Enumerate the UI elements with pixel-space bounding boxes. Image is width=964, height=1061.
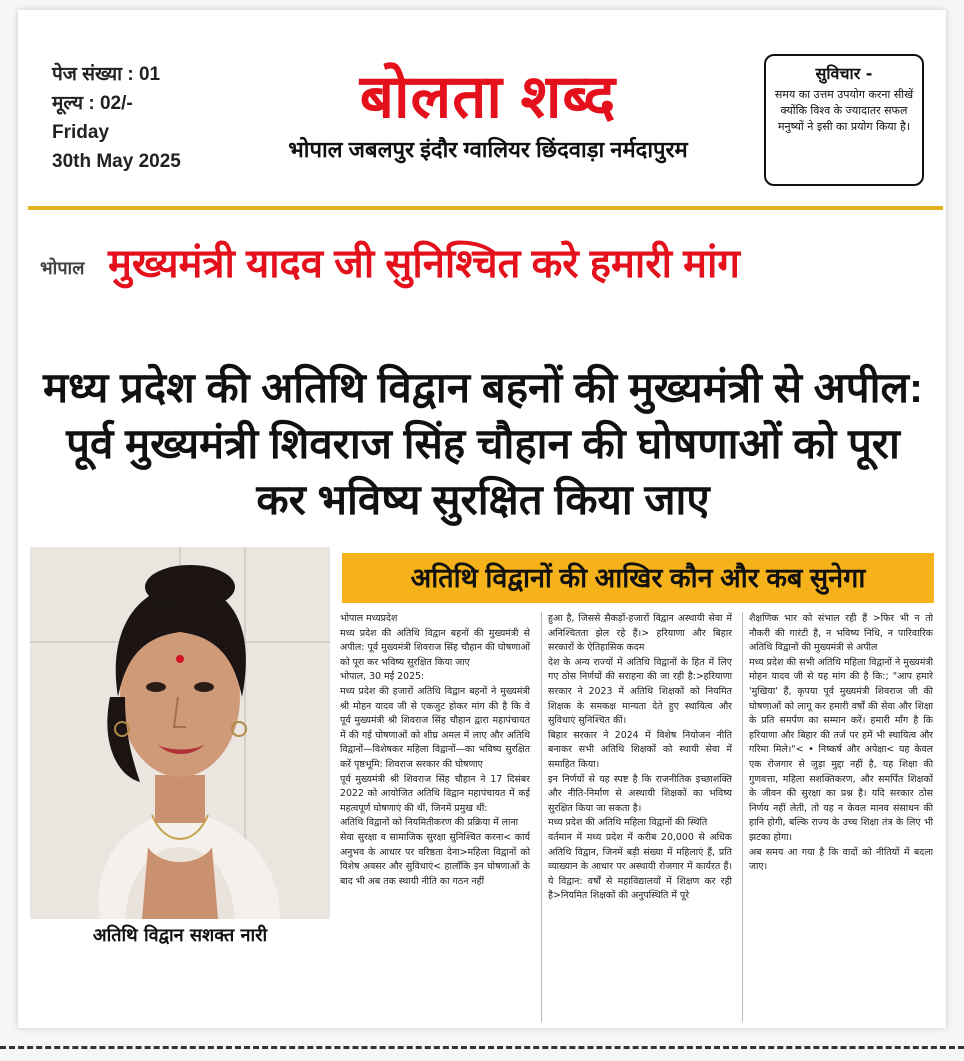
price: मूल्य : 02/- bbox=[52, 93, 133, 114]
article-banner: अतिथि विद्वानों की आखिर कौन और कब सुनेगा bbox=[342, 553, 934, 603]
masthead bbox=[218, 60, 758, 164]
photo-caption: अतिथि विद्वान सशक्त नारी bbox=[30, 920, 330, 952]
subheadline: मुख्यमंत्री यादव जी सुनिश्चित करे हमारी मांग bbox=[108, 242, 740, 286]
edition-cities: भोपाल जबलपुर इंदौर ग्वालियर छिंदवाड़ा नर्मदापुरम bbox=[288, 137, 688, 162]
article-paragraph: पूर्व मुख्यमंत्री श्री शिवराज सिंह चौहान ने 17 दिसंबर 2022 को आयोजित अतिथि विद्वान महापंचायत में कई महत्वपूर्ण घोषणाएं की थीं, जिनमें प्रमुख थीं: bbox=[340, 773, 530, 814]
main-headline: मध्य प्रदेश की अतिथि विद्वान बहनों की मुख्यमंत्री से अपील: पूर्व मुख्यमंत्री शिवराज सिंह चौहान की घोषणाओं को पूरा कर भविष्य सुरक्षित किया जाए bbox=[43, 364, 923, 523]
page-bottom-dashed-line bbox=[0, 1046, 964, 1049]
article-paragraph: मध्य प्रदेश की हजारों अतिथि विद्वान बहनों ने मुख्यमंत्री श्री मोहन यादव जी से एकजुट होकर मांग की है कि वे पूर्व मुख्यमंत्री श्री शिवराज सिंह चौहान द्वारा महापंचायत में की गई घोषणाओं को शीघ्र अमल में लाए और अतिथि विद्वानों—विशेषकर महिला विद्वानों—का भविष्य सुरक्षित करें पृष्ठभूमि: शिवराज सरकार की घोषणाए bbox=[340, 685, 530, 770]
thought-box bbox=[764, 54, 924, 186]
portrait-illustration bbox=[30, 547, 330, 919]
article-paragraph: बिहार सरकार ने 2024 में विशेष नियोजन नीति बनाकर सभी अतिथि शिक्षकों को स्थायी सेवा में समाहित किया। bbox=[548, 729, 732, 770]
header-divider bbox=[28, 206, 943, 210]
article-paragraph: भोपाल, 30 मई 2025: bbox=[340, 671, 425, 683]
article-paragraph: मध्य प्रदेश की अतिथि विद्वान बहनों की मुख्यमंत्री से अपील: पूर्व मुख्यमंत्री शिवराज सिंह चौहान की घोषणाओं को पूरा कर भविष्य सुरक्षित किया जाए bbox=[340, 627, 530, 668]
article-column-2 bbox=[541, 612, 732, 1022]
thought-text: समय का उत्तम उपयोग करना सीखें क्योंकि विश्व के ज्यादातर सफल मनुष्यों ने इसी का प्रयोग किया है। bbox=[774, 88, 914, 133]
article-column-1 bbox=[340, 612, 530, 1022]
article-paragraph: मध्य प्रदेश की सभी अतिथि महिला विद्वानों ने मुख्यमंत्री मोहन यादव जी से यह मांग की है कि:; "आप हमारे 'मुखिया' हैं, कृपया पूर्व मुख्यमंत्री शिवराज जी की घोषणाओं को लागू कर हमारी वर्षों की सेवा और शिक्षा के प्रति समर्पण का सम्मान करें। हमारी माँग है कि हरियाणा और बिहार की तर्ज पर हमें भी स्थायित्व और गरिमा मिले।"< • निष्कर्ष और अपेक्षा< यह केवल एक रोजगार से जुड़ा मुद्दा नहीं है, यह शिक्षा की गुणवत्ता, महिला सशक्तिकरण, और समर्पित शिक्षकों के जीवन की सुरक्षा का प्रश्न है। यदि सरकार ठोस निर्णय नहीं लेती, तो यह न केवल मानव संसाधन की हानि होगी, बल्कि राज्य के उच्च शिक्षा तंत्र के लिए भी झटका होगा। bbox=[749, 656, 933, 843]
issue-meta bbox=[52, 60, 181, 176]
newspaper-page bbox=[18, 10, 946, 1028]
newspaper-title: बोलता शब्द bbox=[359, 63, 617, 130]
article-paragraph: वर्तमान में मध्य प्रदेश में करीब 20,000 से अधिक अतिथि विद्वान, जिनमें बड़ी संख्या में महिलाएं हैं, प्रति व्याख्यान के आधार पर अस्थायी रोजगार में कार्यरत हैं। ये विद्वान: वर्षों से महाविद्यालयों में शिक्षण कर रही है>नियमित शिक्षकों की अनुपस्थिति में पूरे bbox=[548, 831, 732, 902]
article-photo bbox=[30, 547, 330, 919]
article-paragraph: सेवा सुरक्षा व सामाजिक सुरक्षा सुनिश्चित करना< कार्य अनुभव के आधार पर वरिष्ठता देना>महिला विद्वानों को विशेष अवसर और सुविधाएं< हालाँकि इन घोषणाओं के बाद भी अब तक स्थायी नीति का गठन नहीं bbox=[340, 831, 530, 887]
article-paragraph: अतिथि विद्वानों को नियमितीकरण की प्रक्रिया में लाना bbox=[340, 817, 519, 829]
article-paragraph: मध्य प्रदेश की अतिथि महिला विद्वानों की स्थिति bbox=[548, 817, 708, 829]
page-number: पेज संख्या : 01 bbox=[52, 64, 161, 85]
article-paragraph: हुआ है, जिससे सैकड़ों-हजारों विद्वान अस्थायी सेवा में अनिश्चितता झेल रहे हैं।> हरियाणा और बिहार सरकारों के ऐतिहासिक कदम bbox=[548, 613, 732, 654]
dateline-city: भोपाल bbox=[40, 258, 85, 279]
weekday: Friday bbox=[52, 122, 110, 143]
article-paragraph: इन निर्णयों से यह स्पष्ट है कि राजनीतिक इच्छाशक्ति और नीति-निर्माण से अस्थायी शिक्षकों का भविष्य सुरक्षित किया जा सकता है। bbox=[548, 773, 732, 814]
article-column-3 bbox=[742, 612, 933, 1022]
article-paragraph: अब समय आ गया है कि वादों को नीतियों में बदला जाए। bbox=[749, 846, 933, 873]
issue-date: 30th May 2025 bbox=[52, 151, 181, 172]
article-paragraph: शैक्षणिक भार को संभाल रही हैं >फिर भी न तो नौकरी की गारंटी है, न भविष्य निधि, न पारिवारिक अतिथि विद्वानों की मुख्यमंत्री से अपील bbox=[749, 613, 933, 654]
thought-title: सुविचार - bbox=[815, 64, 873, 83]
article-paragraph: देश के अन्य राज्यों में अतिथि विद्वानों के हित में लिए गए ठोस निर्णयों की सराहना की जा रही है:>हरियाणा सरकार ने 2023 में अतिथि शिक्षकों को नियमित शिक्षक के समकक्ष मान्यता देते हुए स्थायित्व और सुविधाएं सुनिश्चित कीं। bbox=[548, 656, 732, 727]
article-paragraph: भोपाल मध्यप्रदेश bbox=[340, 613, 398, 624]
